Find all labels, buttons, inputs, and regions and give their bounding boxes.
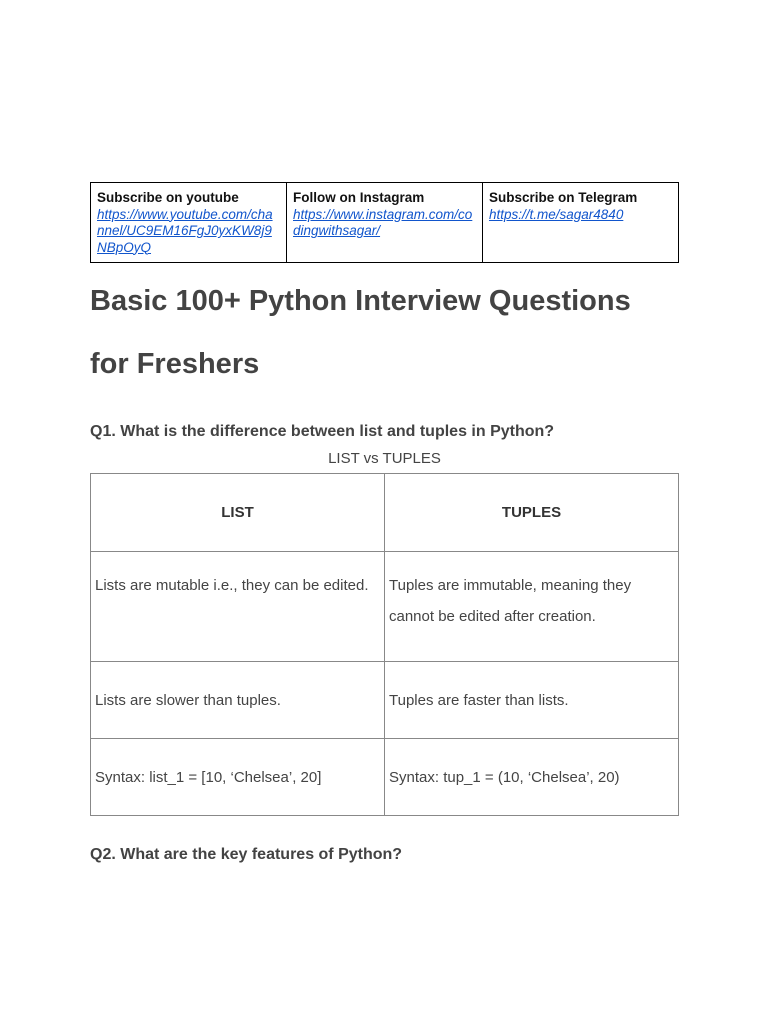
table-caption: LIST vs TUPLES bbox=[328, 450, 441, 467]
page-title-line-1: Basic 100+ Python Interview Questions bbox=[90, 285, 631, 317]
instagram-cell bbox=[287, 183, 483, 263]
question-2: Q2. What are the key features of Python? bbox=[90, 846, 403, 863]
cell-tuples: Syntax: tup_1 = (10, ‘Chelsea’, 20) bbox=[385, 739, 679, 816]
table-row bbox=[91, 739, 679, 816]
question-1: Q1. What is the difference between list and tuples in Python? bbox=[90, 423, 555, 440]
list-vs-tuples-table bbox=[90, 473, 679, 816]
youtube-cell bbox=[91, 183, 287, 263]
header-list: LIST bbox=[91, 474, 385, 552]
instagram-title: Follow on Instagram bbox=[293, 190, 425, 205]
cell-tuples: Tuples are faster than lists. bbox=[385, 662, 679, 739]
youtube-link[interactable]: https://www.youtube.com/channel/UC9EM16FgJ0yxKW8j9NBpOyQ bbox=[97, 206, 273, 255]
table-row bbox=[91, 662, 679, 739]
instagram-link[interactable]: https://www.instagram.com/codingwithsagar/ bbox=[293, 206, 473, 238]
cell-tuples: Tuples are immutable, meaning they cannot be edited after creation. bbox=[385, 552, 679, 662]
header-tuples: TUPLES bbox=[385, 474, 679, 552]
social-links-row bbox=[91, 183, 679, 263]
cell-list: Lists are slower than tuples. bbox=[91, 662, 385, 739]
social-links-table bbox=[90, 182, 679, 263]
cell-list: Lists are mutable i.e., they can be edited. bbox=[91, 552, 385, 662]
telegram-title: Subscribe on Telegram bbox=[489, 190, 638, 205]
page-title-line-2: for Freshers bbox=[90, 348, 260, 380]
telegram-cell bbox=[483, 183, 679, 263]
page-title bbox=[90, 270, 690, 396]
table-header-row bbox=[91, 474, 679, 552]
telegram-link[interactable]: https://t.me/sagar4840 bbox=[489, 206, 624, 222]
youtube-title: Subscribe on youtube bbox=[97, 190, 239, 205]
cell-list: Syntax: list_1 = [10, ‘Chelsea’, 20] bbox=[91, 739, 385, 816]
table-row bbox=[91, 552, 679, 662]
